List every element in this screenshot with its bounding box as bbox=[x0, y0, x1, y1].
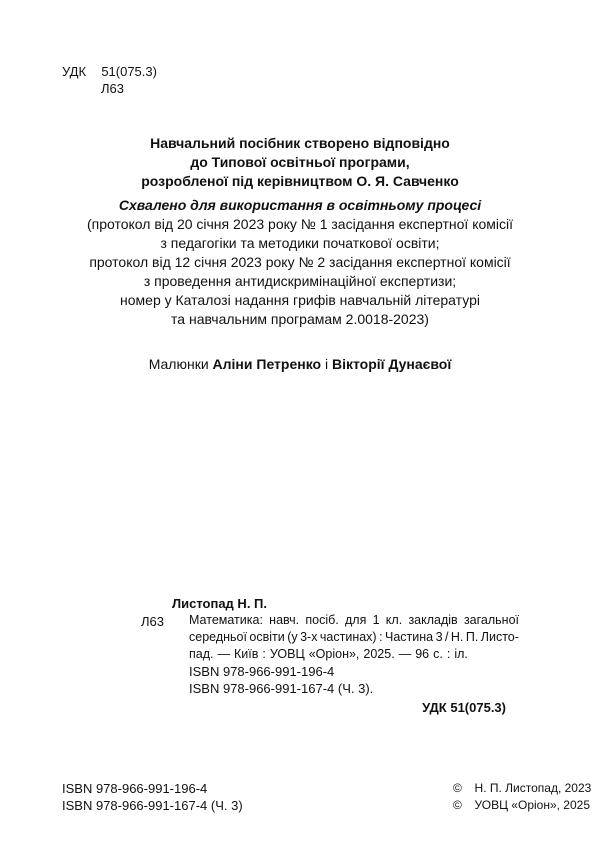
annotation-line-2 bbox=[189, 629, 519, 646]
copyright-symbol: © bbox=[453, 798, 462, 812]
annotation-word: П. bbox=[465, 630, 479, 644]
annotation-word: : bbox=[262, 647, 266, 661]
annotation-word: пад. bbox=[189, 647, 214, 661]
annotation-line-3 bbox=[189, 646, 519, 663]
footer-isbn: ISBN 978-966-991-167-4 (Ч. 3) bbox=[62, 798, 243, 813]
annotation-word: кл. bbox=[385, 613, 403, 627]
udc-header bbox=[62, 63, 157, 80]
udc-label: УДК bbox=[62, 64, 87, 79]
annotation-word: навч. bbox=[269, 613, 300, 627]
annotation-word: Листо- bbox=[480, 630, 519, 644]
annotation-line-1 bbox=[189, 612, 519, 629]
copyright-symbol: © bbox=[453, 781, 462, 795]
recommendation-line: та навчальним програмам 2.0018-2023) bbox=[171, 311, 429, 327]
recommendation-line: з педагогіки та методики початкової освіти; bbox=[160, 235, 440, 251]
recommendation-line: з проведення антидискримінаційної експертизи; bbox=[143, 273, 457, 289]
annotation-word: освіти bbox=[249, 630, 285, 644]
catalog-isbn: ISBN 978-966-991-167-4 (Ч. 3). bbox=[189, 681, 374, 696]
annotation-word: закладів bbox=[408, 613, 458, 627]
illustrations-conjunction: і bbox=[324, 356, 329, 372]
copyright-holder: УОВЦ «Оріон», 2025 bbox=[474, 798, 590, 812]
annotation-word: Математика: bbox=[189, 613, 263, 627]
annotation-word: / bbox=[444, 630, 449, 644]
annotation-word: : bbox=[446, 647, 451, 661]
illustrations-prefix: Малюнки bbox=[148, 356, 209, 372]
approval-block bbox=[0, 134, 600, 191]
approval-line: розробленої під керівництвом О. Я. Савченко bbox=[141, 173, 459, 189]
footer-isbn: ISBN 978-966-991-196-4 bbox=[62, 781, 208, 796]
copyright-line bbox=[453, 798, 590, 813]
approval-line: Навчальний посібник створено відповідно bbox=[150, 135, 450, 151]
annotation-word: посіб. bbox=[305, 613, 339, 627]
recommendation-line: (протокол від 20 січня 2023 року № 1 засідання експертної комісії bbox=[86, 216, 514, 232]
annotation-word: для bbox=[344, 613, 367, 627]
annotation-word: Н. bbox=[450, 630, 464, 644]
illustrator-name: Вікторії Дунаєвої bbox=[331, 356, 452, 372]
annotation-word: загальної bbox=[463, 613, 519, 627]
annotation-word: іл. bbox=[454, 647, 468, 661]
annotation-word: 1 bbox=[372, 613, 380, 627]
annotation-word: с. bbox=[433, 647, 443, 661]
annotation-word: частинах) bbox=[319, 630, 377, 644]
recommendation-line: протокол від 12 січня 2023 року № 2 засідання експертної комісії bbox=[89, 254, 511, 270]
recommendation-heading: Схвалено для використання в освітньому процесі bbox=[118, 197, 482, 213]
udc-code: 51(075.3) bbox=[101, 64, 157, 79]
recommendation-line: номер у Каталозі надання грифів навчальній літературі bbox=[120, 292, 480, 308]
catalog-mark: Л63 bbox=[141, 614, 164, 629]
annotation-word: (у bbox=[287, 630, 298, 644]
annotation-word: 3-х bbox=[300, 630, 318, 644]
annotation-word: 2025. bbox=[363, 647, 395, 661]
recommendation-block bbox=[0, 196, 600, 329]
annotation-word: 3 bbox=[435, 630, 443, 644]
approval-line: до Типової освітньої програми, bbox=[190, 154, 410, 170]
annotation-word: середньої bbox=[189, 630, 247, 644]
catalog-author: Листопад Н. П. bbox=[172, 596, 267, 611]
annotation-word: Київ bbox=[234, 647, 259, 661]
illustrator-name: Аліни Петренко bbox=[212, 356, 322, 372]
annotation-word: — bbox=[398, 647, 412, 661]
annotation-word: : bbox=[379, 630, 383, 644]
illustrations-credit bbox=[0, 355, 600, 374]
annotation-word: Частина bbox=[385, 630, 434, 644]
copyright-holder: Н. П. Листопад, 2023 bbox=[474, 781, 592, 795]
catalog-udc: УДК 51(075.3) bbox=[422, 700, 506, 715]
annotation-word: 96 bbox=[415, 647, 430, 661]
catalog-annotation bbox=[189, 612, 519, 663]
catalog-isbn: ISBN 978-966-991-196-4 bbox=[189, 664, 335, 679]
annotation-word: «Оріон», bbox=[308, 647, 360, 661]
copyright-line bbox=[453, 781, 591, 796]
annotation-word: УОВЦ bbox=[269, 647, 305, 661]
annotation-word: — bbox=[217, 647, 230, 661]
author-mark: Л63 bbox=[101, 81, 124, 96]
